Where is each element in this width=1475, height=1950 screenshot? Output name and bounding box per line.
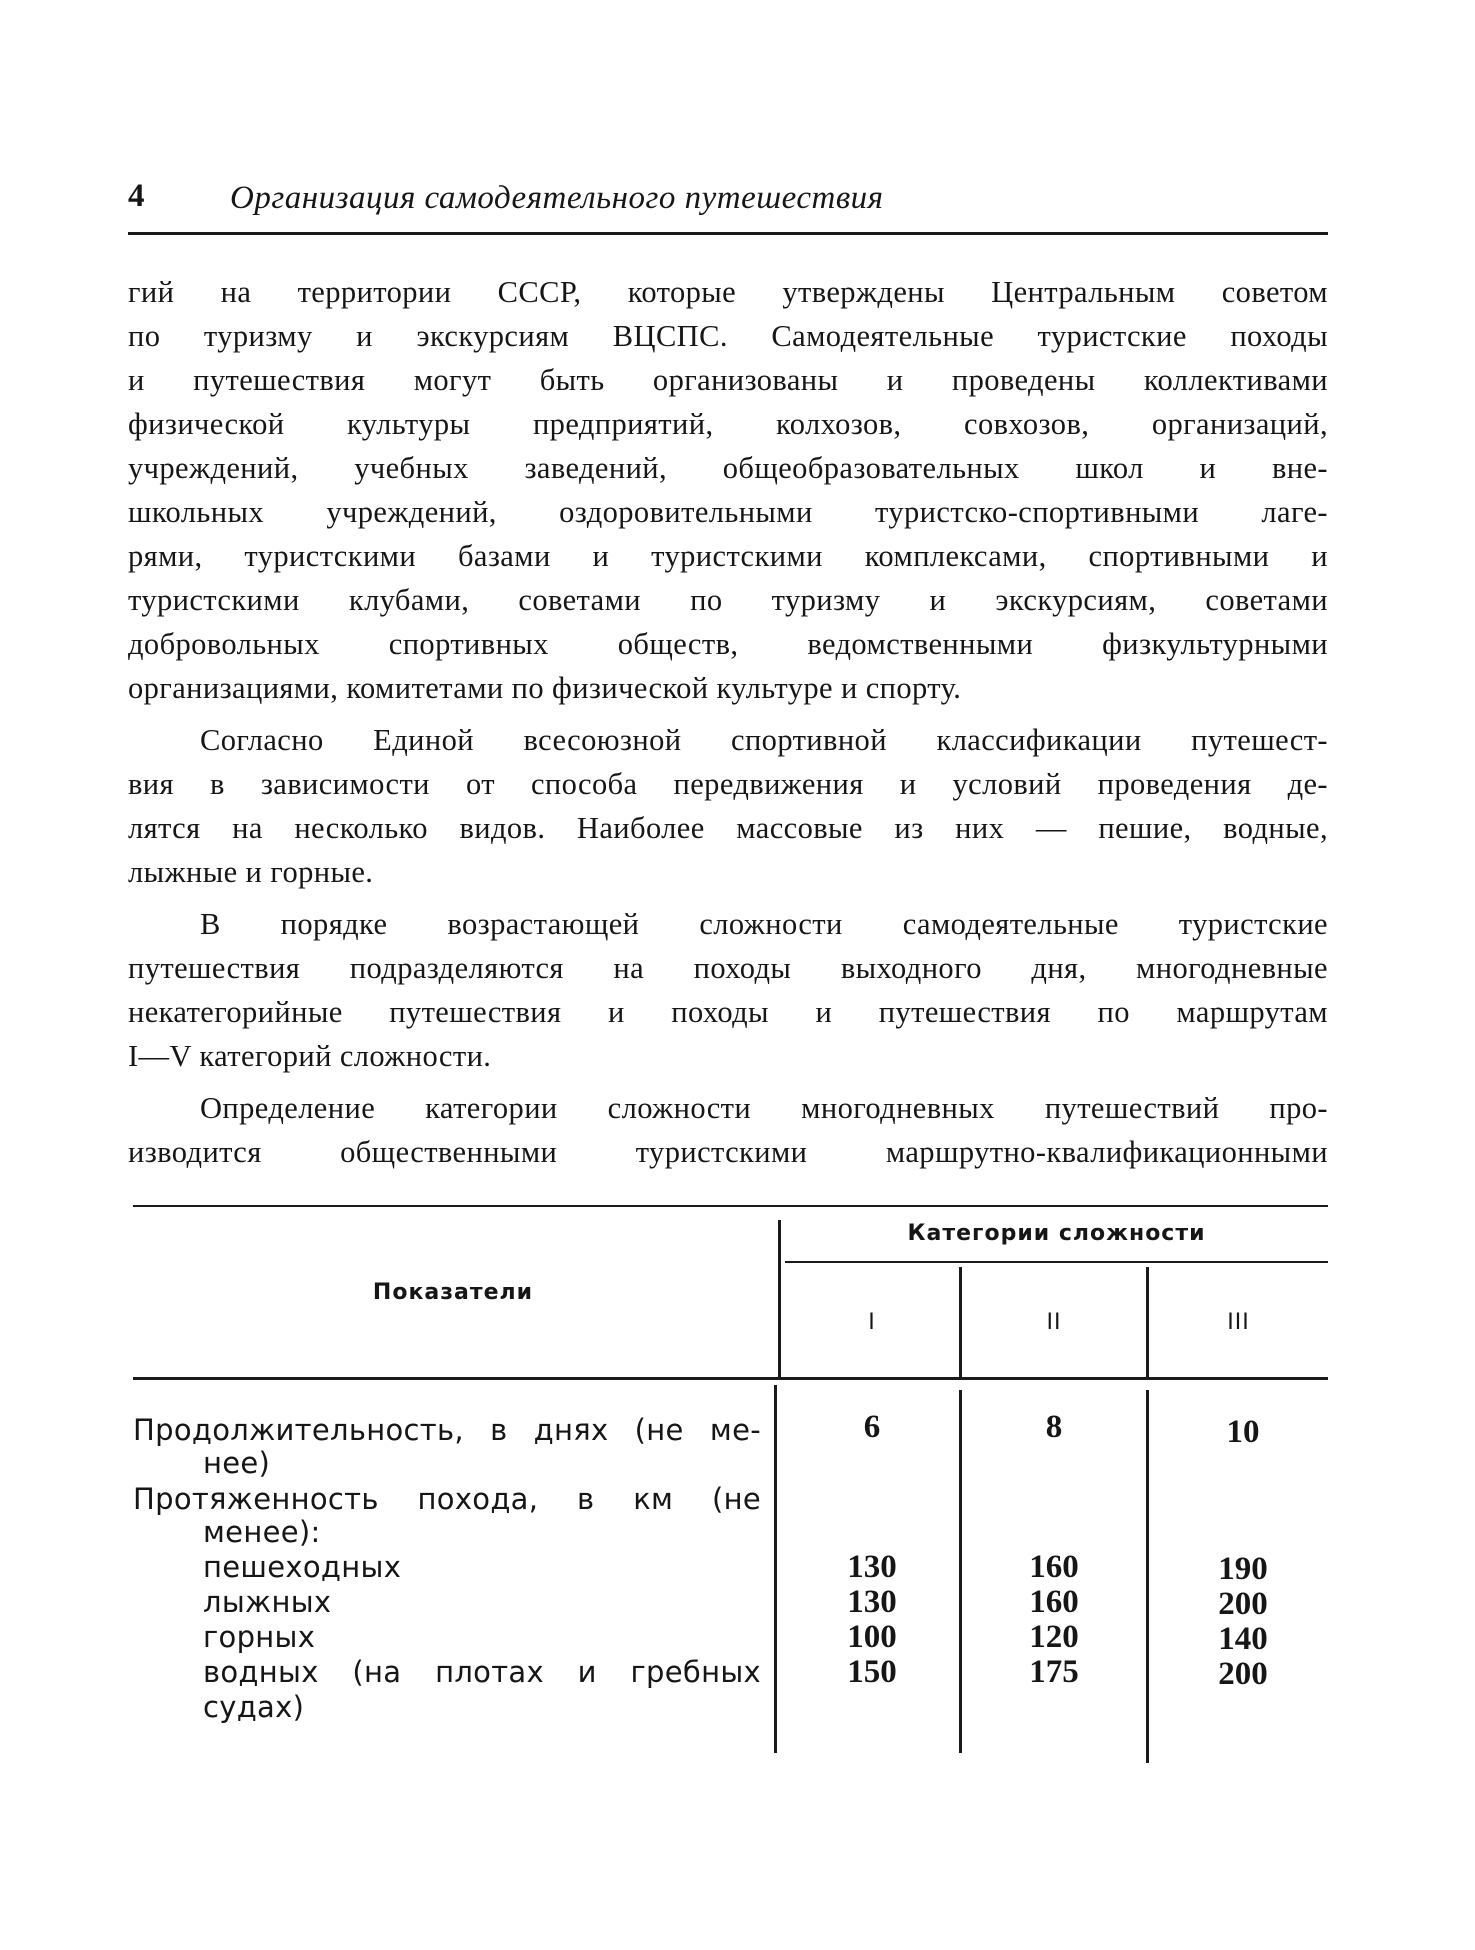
column-header-cat-2: II — [1046, 1310, 1062, 1335]
text-line: по туризму и экскурсиям ВЦСПС. Самодеятельные туристские походы — [128, 319, 1328, 353]
text-line: и путешествия могут быть организованы и проведены коллективами — [128, 363, 1328, 397]
body-divider — [1146, 1390, 1149, 1763]
text-line: I—V категорий сложности. — [128, 1039, 492, 1073]
text-line: лятся на несколько видов. Наиболее массовые из них — пешие, водные, — [128, 811, 1328, 845]
row-label-mountain: горных — [203, 1620, 316, 1654]
cell-duration-cat-2: 8 — [1045, 1409, 1063, 1445]
cell-water-cat-3: 200 — [1218, 1656, 1268, 1692]
text-line: некатегорийные путешествия и походы и путешествия по маршрутам — [128, 995, 1328, 1029]
row-label-walking: пешеходных — [203, 1550, 402, 1584]
cell-walking-cat-2: 160 — [1029, 1549, 1079, 1585]
column-header-cat-1: I — [868, 1310, 876, 1335]
row-label-distance: Протяженность похода, в км (не — [133, 1482, 761, 1516]
body-divider — [959, 1390, 962, 1753]
column-header-indicators: Показатели — [372, 1280, 534, 1305]
cell-skiing-cat-1: 130 — [847, 1584, 897, 1620]
text-line: физической культуры предприятий, колхозов, совхозов, организаций, — [128, 407, 1328, 441]
cell-duration-cat-3: 10 — [1226, 1414, 1260, 1450]
header-divider — [778, 1220, 781, 1377]
text-line: вия в зависимости от способа передвижения и условий проведения де- — [128, 767, 1328, 801]
difficulty-table — [133, 1205, 1328, 1765]
running-title: Организация самодеятельного путешествия — [230, 180, 884, 216]
text-line: изводится общественными туристскими маршрутно-квалификационными — [128, 1135, 1328, 1169]
row-label-distance-cont: менее): — [203, 1515, 321, 1549]
cell-water-cat-2: 175 — [1029, 1654, 1079, 1690]
running-header — [128, 178, 1328, 224]
text-line: Согласно Единой всесоюзной спортивной классификации путешест- — [200, 723, 1328, 757]
body-divider — [774, 1385, 777, 1753]
text-line: путешествия подразделяются на походы выходного дня, многодневные — [128, 951, 1328, 985]
row-label-water: водных (на плотах и гребных — [203, 1655, 761, 1689]
cell-mountain-cat-2: 120 — [1029, 1619, 1079, 1655]
cell-mountain-cat-3: 140 — [1218, 1621, 1268, 1657]
paragraph-2 — [128, 718, 1328, 894]
cell-skiing-cat-2: 160 — [1029, 1584, 1079, 1620]
paragraph-3 — [128, 902, 1328, 1078]
row-label-water-cont: судах) — [203, 1690, 305, 1724]
row-label-skiing: лыжных — [203, 1585, 332, 1619]
cell-duration-cat-1: 6 — [863, 1409, 881, 1445]
text-line: туристскими клубами, советами по туризму и экскурсиям, советами — [128, 583, 1328, 617]
text-line: гий на территории СССР, которые утверждены Центральным советом — [128, 275, 1328, 309]
text-line: добровольных спортивных обществ, ведомственными физкультурными — [128, 627, 1328, 661]
paragraph-1 — [128, 270, 1328, 710]
header-bottom-rule — [133, 1377, 1328, 1380]
text-line: рями, туристскими базами и туристскими комплексами, спортивными и — [128, 539, 1328, 573]
row-label-duration-cont: нее) — [203, 1446, 271, 1480]
header-rule — [128, 232, 1328, 235]
row-label-duration: Продолжительность, в днях (не ме- — [133, 1413, 761, 1447]
text-line: лыжные и горные. — [128, 855, 374, 889]
cell-skiing-cat-3: 200 — [1218, 1586, 1268, 1622]
text-line: Определение категории сложности многодневных путешествий про- — [200, 1091, 1328, 1125]
group-header-rule — [785, 1261, 1328, 1263]
page-number: 4 — [128, 178, 145, 214]
paragraph-4 — [128, 1086, 1328, 1174]
column-group-header: Категории сложности — [907, 1221, 1206, 1246]
text-line: учреждений, учебных заведений, общеобразовательных школ и вне- — [128, 451, 1328, 485]
text-line: В порядке возрастающей сложности самодеятельные туристские — [200, 907, 1328, 941]
cell-water-cat-1: 150 — [847, 1654, 897, 1690]
text-line: школьных учреждений, оздоровительными туристско-спортивными лаге- — [128, 495, 1328, 529]
body-text — [128, 270, 1328, 1174]
text-line: организациями, комитетами по физической культуре и спорту. — [128, 671, 962, 705]
column-header-cat-3: III — [1227, 1310, 1250, 1335]
cell-walking-cat-3: 190 — [1218, 1551, 1268, 1587]
cell-walking-cat-1: 130 — [847, 1549, 897, 1585]
cell-mountain-cat-1: 100 — [847, 1619, 897, 1655]
table-top-rule — [133, 1205, 1328, 1207]
